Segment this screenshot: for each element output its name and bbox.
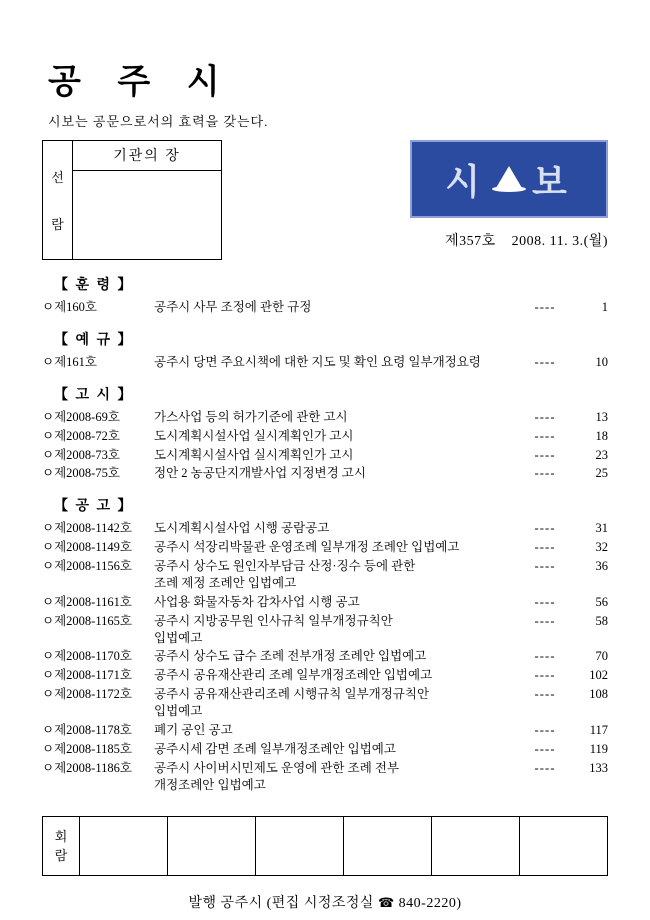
entry-title: 정안 2 농공단지개발사업 지정변경 고시 [154, 466, 366, 481]
entry-title: 도시계획시설사업 실시계획인가 고시 [154, 447, 354, 462]
entry-number: ㅇ제2008-1178호 [42, 722, 132, 737]
entry-leader: - - - - [534, 559, 554, 573]
issue-number: 제357호 [445, 234, 496, 249]
entry-title: 공주시 사이버시민제도 운영에 관한 조례 전부 개정조례안 입법예고 [154, 760, 400, 792]
section-entries [42, 519, 608, 794]
entry-page: 56 [595, 594, 608, 609]
section-entries [42, 353, 608, 372]
entry-title: 도시계획시설사업 시행 공람공고 [154, 521, 330, 536]
entry-leader: - - - - [534, 428, 554, 443]
entry-page: 13 [595, 409, 608, 424]
logo-text [445, 154, 573, 205]
entry-title: 공주시 사무 조정에 관한 규정 [154, 300, 312, 314]
issue-date: 2008. 11. 3.(월) [511, 234, 608, 249]
entry-number: ㅇ제2008-72호 [42, 428, 120, 443]
entry-page: 36 [595, 559, 608, 573]
seal-head: 기관의 장 [73, 141, 221, 171]
circulation-table-wrap [42, 816, 608, 876]
circulation-cell[interactable] [168, 817, 256, 876]
toc-entry[interactable] [42, 740, 608, 759]
entry-number: ㅇ제161호 [42, 354, 97, 369]
toc-entry[interactable] [42, 666, 608, 685]
mountain-icon [492, 164, 526, 194]
section-entries [42, 298, 608, 317]
seal-label-top: 선 [51, 170, 64, 185]
entry-leader: - - - - [534, 521, 554, 536]
entry-title: 공주시세 감면 조례 일부개정조례안 입법예고 [154, 741, 396, 756]
logo-char-bo: 보 [532, 161, 573, 202]
circulation-cell[interactable] [80, 817, 168, 876]
circulation-cell[interactable] [344, 817, 432, 876]
entry-page: 119 [589, 741, 608, 756]
logo-char-si: 시 [445, 161, 486, 202]
masthead-block [42, 140, 608, 260]
entry-number: ㅇ제2008-1186호 [42, 760, 132, 775]
entry-page: 70 [595, 649, 608, 664]
toc-entry[interactable] [42, 464, 608, 483]
entry-leader: - - - - [534, 668, 554, 683]
entry-page: 25 [595, 466, 608, 481]
entry-leader: - - - - [534, 741, 554, 756]
seal-body [73, 141, 221, 259]
entry-number: ㅇ제2008-1185호 [42, 741, 132, 756]
entry-leader: - - - - [534, 649, 554, 664]
section-heading: 【 훈 령 】 [54, 278, 134, 293]
seal-label [43, 141, 73, 259]
entry-leader: - - - - [534, 447, 554, 462]
issue-line [445, 230, 608, 250]
entry-title: 공주시 지방공무원 인사규칙 일부개정규칙안 입법예고 [154, 613, 393, 645]
entry-number: ㅇ제2008-1165호 [42, 613, 132, 628]
section-heading: 【 예 규 】 [54, 332, 134, 348]
entry-number: ㅇ제2008-1172호 [42, 687, 132, 702]
entry-leader: - - - - [534, 466, 554, 481]
entry-number: ㅇ제2008-73호 [42, 447, 120, 462]
entry-number: ㅇ제2008-1170호 [42, 649, 132, 664]
seal-sign-space [73, 171, 221, 259]
page-title: 공 주 시 [48, 64, 234, 101]
entry-number: ㅇ제160호 [42, 300, 97, 314]
circulation-label [43, 817, 80, 876]
entry-number: ㅇ제2008-1142호 [42, 521, 132, 536]
entry-title: 사업용 화물자동차 감차사업 시행 공고 [154, 594, 360, 609]
footer-text-before: 발행 공주시 (편집 시정조정실 [188, 896, 378, 912]
entry-leader: - - - - [534, 760, 554, 775]
entry-leader: - - - - [534, 687, 554, 702]
sibo-logo [410, 140, 608, 218]
circulation-cell[interactable] [256, 817, 344, 876]
entry-title: 공주시 상수도 급수 조례 전부개정 조례안 입법예고 [154, 649, 427, 664]
seal-box [42, 140, 222, 260]
entry-leader: - - - - [534, 300, 554, 314]
section-entries [42, 408, 608, 484]
entry-leader: - - - - [534, 722, 554, 737]
seal-label-bottom: 람 [51, 217, 64, 232]
entry-number: ㅇ제2008-1161호 [42, 594, 132, 609]
entry-page: 31 [595, 521, 608, 536]
toc-entry[interactable] [42, 408, 608, 427]
entry-number: ㅇ제2008-1156호 [42, 559, 132, 573]
toc-entry[interactable] [42, 538, 608, 557]
entry-title: 공주시 당면 주요시책에 대한 지도 및 확인 요령 일부개정요령 [154, 354, 481, 369]
toc-entry[interactable] [42, 612, 608, 648]
entry-number: ㅇ제2008-1149호 [42, 540, 132, 555]
toc-entry[interactable] [42, 593, 608, 612]
circulation-cell[interactable] [432, 817, 520, 876]
entry-page: 10 [595, 354, 608, 369]
entry-title: 공주시 상수도 원인자부담금 산정·징수 등에 관한 조례 제정 조례안 입법예고 [154, 559, 416, 590]
toc-entry[interactable] [42, 427, 608, 446]
phone-icon: ☎ [377, 895, 395, 911]
toc-entry[interactable] [42, 353, 608, 372]
entry-page: 102 [589, 668, 608, 683]
sibo-note: 시보는 공문으로서의 효력을 갖는다. [48, 114, 269, 129]
circulation-table [42, 816, 608, 876]
entry-number: ㅇ제2008-69호 [42, 409, 120, 424]
toc-entry[interactable] [42, 721, 608, 740]
toc-entry[interactable] [42, 647, 608, 666]
entry-page: 32 [595, 540, 608, 555]
entry-page: 58 [595, 613, 608, 628]
toc-entry[interactable] [42, 685, 608, 721]
section-heading: 【 공 고 】 [54, 499, 134, 515]
table-of-contents [42, 274, 608, 794]
footer-text-after: 840-2220) [394, 896, 462, 912]
entry-page: 108 [589, 687, 608, 702]
entry-leader: - - - - [534, 409, 554, 424]
entry-number: ㅇ제2008-1171호 [42, 668, 132, 683]
entry-leader: - - - - [534, 594, 554, 609]
section-heading: 【 고 시 】 [54, 387, 134, 403]
entry-number: ㅇ제2008-75호 [42, 466, 120, 481]
circulation-label-bottom: 람 [54, 848, 68, 864]
entry-page: 23 [595, 447, 608, 462]
entry-page: 18 [595, 428, 608, 443]
entry-page: 1 [601, 300, 608, 314]
toc-entry[interactable] [42, 519, 608, 538]
footer [42, 892, 608, 912]
entry-page: 117 [589, 722, 608, 737]
circulation-label-top: 회 [54, 828, 68, 844]
entry-title: 도시계획시설사업 실시계획인가 고시 [154, 428, 354, 443]
circulation-cell[interactable] [520, 817, 608, 876]
toc-entry[interactable] [42, 446, 608, 465]
toc-entry[interactable] [42, 557, 608, 593]
toc-entry[interactable] [42, 759, 608, 795]
table-row [43, 817, 608, 876]
entry-title: 폐기 공인 공고 [154, 722, 233, 737]
entry-title: 공주시 석장리박물관 운영조례 일부개정 조례안 입법예고 [154, 540, 460, 555]
entry-page: 133 [589, 760, 608, 775]
entry-leader: - - - - [534, 613, 554, 628]
logo-area [378, 140, 608, 250]
entry-title: 공주시 공유재산관리 조례 일부개정조례안 입법예고 [154, 668, 433, 683]
entry-title: 가스사업 등의 허가기준에 관한 고시 [154, 409, 348, 424]
toc-entry[interactable] [42, 298, 608, 317]
entry-leader: - - - - [534, 354, 554, 369]
entry-title: 공주시 공유재산관리조례 시행규칙 일부개정규칙안 입법예고 [154, 687, 430, 718]
entry-leader: - - - - [534, 540, 554, 555]
